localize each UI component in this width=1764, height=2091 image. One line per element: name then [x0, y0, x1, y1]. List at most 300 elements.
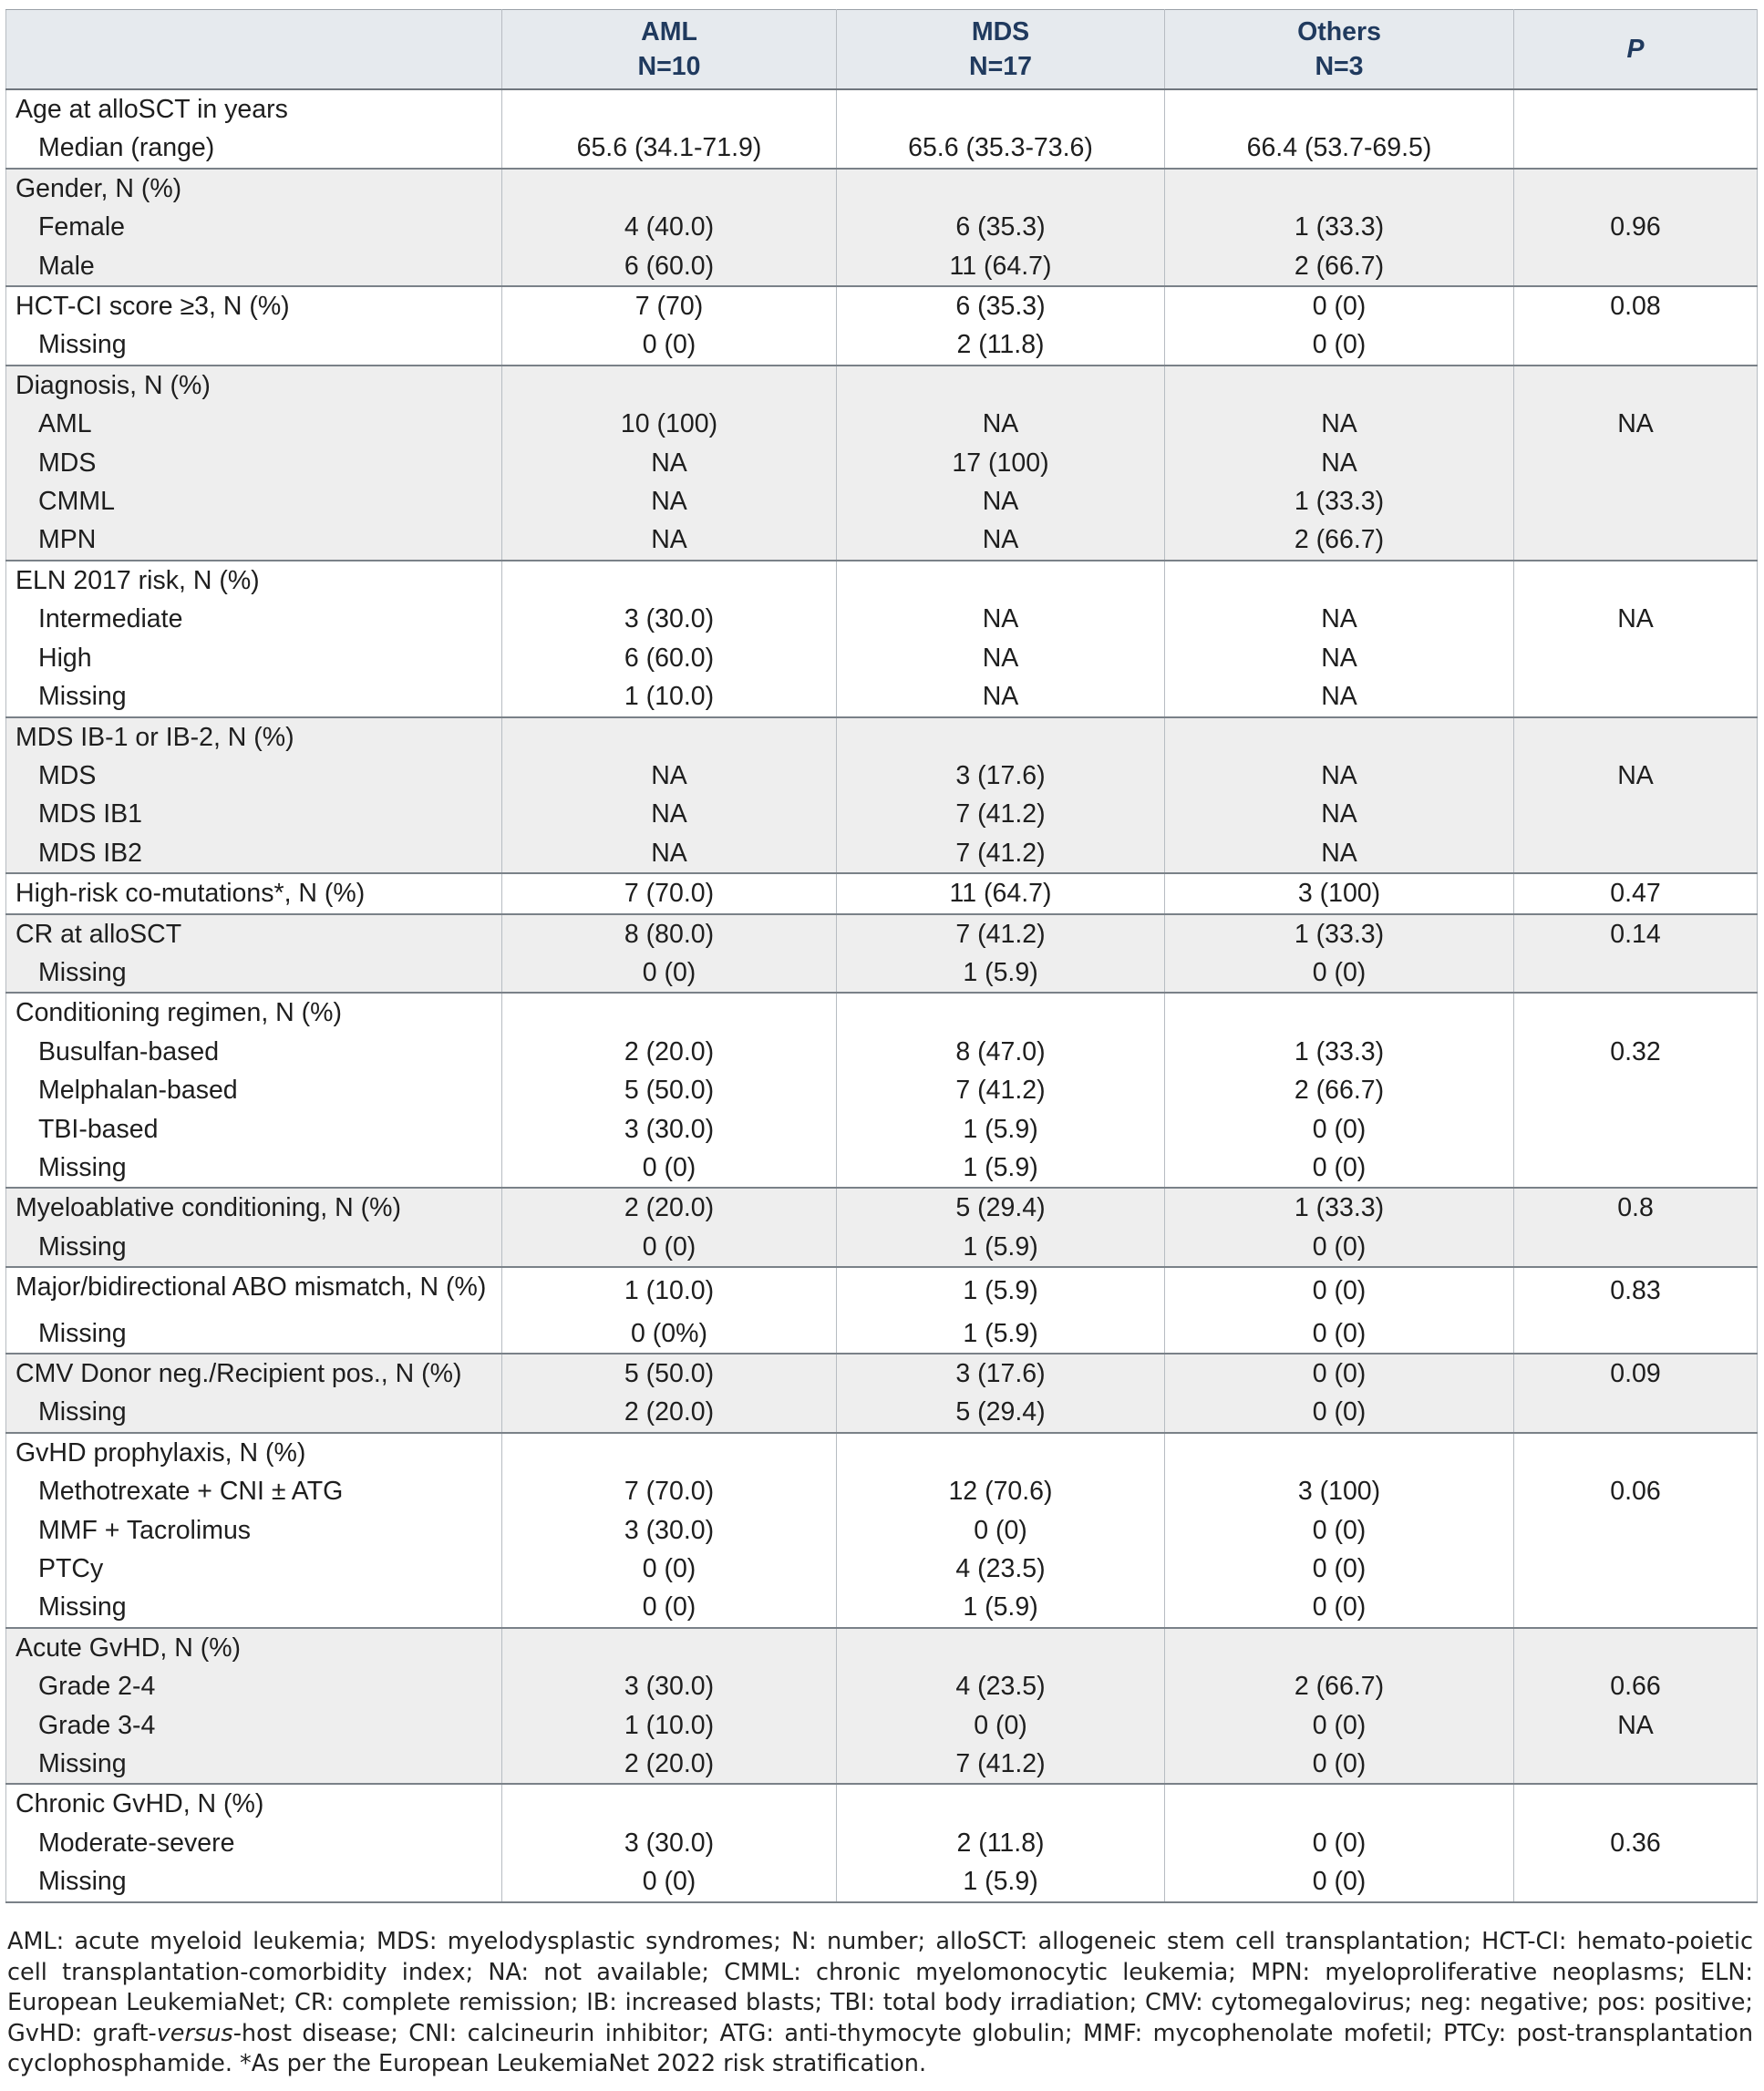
cell-aml: [502, 1628, 837, 1667]
cell-mds: 5 (29.4): [837, 1393, 1165, 1432]
cell-aml: 5 (50.0): [502, 1354, 837, 1393]
cell-mds: 12 (70.6): [837, 1472, 1165, 1510]
cell-others: NA: [1165, 600, 1514, 638]
cell-others: 3 (100): [1165, 873, 1514, 913]
cell-mds: NA: [837, 405, 1165, 443]
cell-aml: 5 (50.0): [502, 1071, 837, 1109]
cell-others: [1165, 717, 1514, 757]
cell-aml: 0 (0%): [502, 1314, 837, 1354]
cell-p-value: [1514, 1745, 1758, 1784]
table-row: [6, 286, 1758, 325]
cell-mds: 1 (5.9): [837, 1588, 1165, 1627]
cell-mds: 7 (41.2): [837, 795, 1165, 833]
cell-aml: 1 (10.0): [502, 677, 837, 716]
cell-p-value: [1514, 561, 1758, 600]
cell-others: 0 (0): [1165, 1110, 1514, 1149]
table-row: [6, 1071, 1758, 1109]
row-label: TBI-based: [6, 1110, 502, 1149]
cell-mds: 1 (5.9): [837, 1228, 1165, 1267]
cell-p-value: 0.47: [1514, 873, 1758, 913]
row-label: CMML: [6, 482, 502, 520]
row-label: Missing: [6, 325, 502, 365]
table-row: [6, 561, 1758, 600]
table-row: [6, 639, 1758, 677]
cell-aml: 0 (0): [502, 1149, 837, 1188]
cell-mds: [837, 1433, 1165, 1472]
row-group: [6, 561, 1758, 717]
table-row: [6, 757, 1758, 795]
cell-p-value: NA: [1514, 757, 1758, 795]
cell-p-value: [1514, 1071, 1758, 1109]
cell-others: 2 (66.7): [1165, 520, 1514, 560]
table-row: [6, 1433, 1758, 1472]
cell-p-value: [1514, 993, 1758, 1032]
row-group: [6, 1188, 1758, 1267]
cell-others: 0 (0): [1165, 1149, 1514, 1188]
cell-p-value: [1514, 169, 1758, 208]
row-label: Missing: [6, 953, 502, 993]
row-label: Age at alloSCT in years: [6, 89, 502, 129]
cell-mds: [837, 561, 1165, 600]
cell-p-value: 0.96: [1514, 208, 1758, 246]
row-group: [6, 1628, 1758, 1785]
table-row: [6, 1110, 1758, 1149]
header-aml-title: AML: [641, 17, 697, 46]
cell-others: 0 (0): [1165, 325, 1514, 365]
cell-mds: [837, 169, 1165, 208]
cell-p-value: [1514, 1228, 1758, 1267]
cell-mds: 65.6 (35.3-73.6): [837, 129, 1165, 168]
table-row: [6, 677, 1758, 716]
cell-mds: 7 (41.2): [837, 914, 1165, 953]
cell-p-value: [1514, 717, 1758, 757]
cell-others: 0 (0): [1165, 1511, 1514, 1550]
cell-aml: [502, 169, 837, 208]
row-label: AML: [6, 405, 502, 443]
cell-p-value: [1514, 366, 1758, 405]
table-row: [6, 405, 1758, 443]
table-row: [6, 1393, 1758, 1432]
row-group: [6, 873, 1758, 913]
row-label: GvHD prophylaxis, N (%): [6, 1433, 502, 1472]
row-label: Missing: [6, 1149, 502, 1188]
table-row: [6, 1550, 1758, 1588]
cell-mds: [837, 366, 1165, 405]
cell-p-value: [1514, 1784, 1758, 1823]
row-label: Grade 2-4: [6, 1667, 502, 1705]
cell-mds: 11 (64.7): [837, 873, 1165, 913]
cell-aml: [502, 1784, 837, 1823]
row-group: [6, 1354, 1758, 1433]
cell-aml: [502, 561, 837, 600]
cell-others: 0 (0): [1165, 953, 1514, 993]
cell-mds: 5 (29.4): [837, 1188, 1165, 1227]
cell-p-value: 0.08: [1514, 286, 1758, 325]
cell-p-value: [1514, 1588, 1758, 1627]
cell-aml: 3 (30.0): [502, 1667, 837, 1705]
cell-p-value: 0.09: [1514, 1354, 1758, 1393]
row-label: Busulfan-based: [6, 1033, 502, 1071]
header-others-title: Others: [1297, 17, 1381, 46]
row-group: [6, 993, 1758, 1188]
row-label: Intermediate: [6, 600, 502, 638]
cell-p-value: [1514, 444, 1758, 482]
row-label: Male: [6, 247, 502, 286]
cell-aml: 8 (80.0): [502, 914, 837, 953]
cell-p-value: 0.14: [1514, 914, 1758, 953]
cell-mds: 7 (41.2): [837, 834, 1165, 873]
cell-others: NA: [1165, 444, 1514, 482]
cell-aml: 7 (70): [502, 286, 837, 325]
cell-aml: NA: [502, 520, 837, 560]
table-row: [6, 600, 1758, 638]
table-container: [5, 9, 1757, 1903]
cell-others: NA: [1165, 795, 1514, 833]
table-row: [6, 1033, 1758, 1071]
header-mds: [837, 10, 1165, 90]
row-label: Methotrexate + CNI ± ATG: [6, 1472, 502, 1510]
cell-aml: 4 (40.0): [502, 208, 837, 246]
cell-aml: 7 (70.0): [502, 873, 837, 913]
table-row: [6, 325, 1758, 365]
row-label: MDS IB2: [6, 834, 502, 873]
cell-mds: 1 (5.9): [837, 1110, 1165, 1149]
cell-aml: 2 (20.0): [502, 1188, 837, 1227]
table-row: [6, 834, 1758, 873]
cell-others: [1165, 169, 1514, 208]
row-label: Missing: [6, 1314, 502, 1354]
header-others: [1165, 10, 1514, 90]
cell-aml: 2 (20.0): [502, 1745, 837, 1784]
cell-aml: 3 (30.0): [502, 1824, 837, 1862]
cell-aml: [502, 717, 837, 757]
cell-p-value: 0.83: [1514, 1267, 1758, 1313]
cell-mds: NA: [837, 520, 1165, 560]
cell-others: 0 (0): [1165, 1393, 1514, 1432]
cell-p-value: 0.32: [1514, 1033, 1758, 1071]
cell-others: [1165, 89, 1514, 129]
row-label: MDS: [6, 444, 502, 482]
cell-aml: 3 (30.0): [502, 1110, 837, 1149]
row-label: Missing: [6, 1588, 502, 1627]
table-row: [6, 873, 1758, 913]
row-label: CR at alloSCT: [6, 914, 502, 953]
table-row: [6, 914, 1758, 953]
cell-others: 0 (0): [1165, 1228, 1514, 1267]
table-header: [6, 10, 1758, 90]
cell-mds: [837, 89, 1165, 129]
cell-p-value: [1514, 1149, 1758, 1188]
cell-mds: 1 (5.9): [837, 1267, 1165, 1313]
cell-p-value: [1514, 89, 1758, 129]
cell-p-value: [1514, 834, 1758, 873]
cell-mds: [837, 1628, 1165, 1667]
cell-mds: 0 (0): [837, 1511, 1165, 1550]
cell-aml: 1 (10.0): [502, 1267, 837, 1313]
header-others-n: N=3: [1315, 52, 1364, 81]
cell-p-value: 0.06: [1514, 1472, 1758, 1510]
cell-others: NA: [1165, 834, 1514, 873]
cell-p-value: [1514, 1433, 1758, 1472]
cell-others: 0 (0): [1165, 1862, 1514, 1901]
cell-aml: [502, 993, 837, 1032]
table-row: [6, 208, 1758, 246]
cell-p-value: [1514, 1862, 1758, 1901]
cell-aml: [502, 366, 837, 405]
cell-others: NA: [1165, 677, 1514, 716]
row-label: CMV Donor neg./Recipient pos., N (%): [6, 1354, 502, 1393]
cell-mds: 1 (5.9): [837, 953, 1165, 993]
cell-mds: 6 (35.3): [837, 208, 1165, 246]
cell-p-value: 0.36: [1514, 1824, 1758, 1862]
row-group: [6, 89, 1758, 169]
cell-others: 1 (33.3): [1165, 1188, 1514, 1227]
row-label: MDS IB-1 or IB-2, N (%): [6, 717, 502, 757]
table-row: [6, 1314, 1758, 1354]
cell-p-value: NA: [1514, 600, 1758, 638]
cell-aml: NA: [502, 444, 837, 482]
row-label: High-risk co-mutations*, N (%): [6, 873, 502, 913]
table-row: [6, 1628, 1758, 1667]
cell-others: NA: [1165, 405, 1514, 443]
row-label: Moderate-severe: [6, 1824, 502, 1862]
cell-aml: 65.6 (34.1-71.9): [502, 129, 837, 168]
cell-mds: 7 (41.2): [837, 1745, 1165, 1784]
table-row: [6, 1267, 1758, 1313]
cell-others: 0 (0): [1165, 1267, 1514, 1313]
cell-mds: 1 (5.9): [837, 1314, 1165, 1354]
cell-p-value: [1514, 129, 1758, 168]
cell-aml: 3 (30.0): [502, 600, 837, 638]
footnote-italic: versus: [156, 2019, 233, 2047]
cell-mds: 11 (64.7): [837, 247, 1165, 286]
row-label: Conditioning regimen, N (%): [6, 993, 502, 1032]
table-row: [6, 953, 1758, 993]
table-row: [6, 89, 1758, 129]
table-row: [6, 1588, 1758, 1627]
cell-others: 0 (0): [1165, 1824, 1514, 1862]
row-label: Gender, N (%): [6, 169, 502, 208]
cell-mds: 2 (11.8): [837, 1824, 1165, 1862]
cell-p-value: [1514, 520, 1758, 560]
cell-others: 0 (0): [1165, 1745, 1514, 1784]
cell-others: NA: [1165, 757, 1514, 795]
cell-aml: 2 (20.0): [502, 1033, 837, 1071]
cell-p-value: NA: [1514, 405, 1758, 443]
cell-p-value: NA: [1514, 1706, 1758, 1745]
cell-mds: 3 (17.6): [837, 1354, 1165, 1393]
cell-others: 0 (0): [1165, 286, 1514, 325]
cell-aml: 6 (60.0): [502, 247, 837, 286]
table-row: [6, 247, 1758, 286]
cell-aml: 3 (30.0): [502, 1511, 837, 1550]
cell-p-value: 0.66: [1514, 1667, 1758, 1705]
cell-mds: 1 (5.9): [837, 1862, 1165, 1901]
row-label: Acute GvHD, N (%): [6, 1628, 502, 1667]
cell-aml: 0 (0): [502, 1862, 837, 1901]
cell-others: [1165, 993, 1514, 1032]
header-mds-title: MDS: [971, 17, 1030, 46]
cell-mds: 1 (5.9): [837, 1149, 1165, 1188]
row-label: PTCy: [6, 1550, 502, 1588]
row-label: Median (range): [6, 129, 502, 168]
cell-aml: 0 (0): [502, 325, 837, 365]
cell-p-value: [1514, 1550, 1758, 1588]
header-label-column: [6, 10, 502, 90]
cell-others: 0 (0): [1165, 1354, 1514, 1393]
row-group: [6, 1433, 1758, 1628]
cell-others: [1165, 1628, 1514, 1667]
row-label: Missing: [6, 1862, 502, 1901]
cell-aml: 0 (0): [502, 953, 837, 993]
cell-p-value: [1514, 1511, 1758, 1550]
cell-mds: [837, 993, 1165, 1032]
table-row: [6, 1149, 1758, 1188]
cell-others: [1165, 1433, 1514, 1472]
cell-mds: 0 (0): [837, 1706, 1165, 1745]
row-label: Missing: [6, 1228, 502, 1267]
table-row: [6, 1824, 1758, 1862]
cell-others: NA: [1165, 639, 1514, 677]
table-row: [6, 520, 1758, 560]
row-label: Female: [6, 208, 502, 246]
cell-mds: [837, 1784, 1165, 1823]
header-aml-n: N=10: [637, 52, 701, 81]
cell-mds: 6 (35.3): [837, 286, 1165, 325]
cell-others: 1 (33.3): [1165, 208, 1514, 246]
cell-aml: 1 (10.0): [502, 1706, 837, 1745]
cell-others: 0 (0): [1165, 1588, 1514, 1627]
cell-others: 1 (33.3): [1165, 914, 1514, 953]
table-row: [6, 482, 1758, 520]
cell-p-value: [1514, 677, 1758, 716]
header-p-value: P: [1514, 10, 1758, 90]
cell-p-value: [1514, 325, 1758, 365]
cell-others: [1165, 366, 1514, 405]
row-label: ELN 2017 risk, N (%): [6, 561, 502, 600]
footnote-part1: AML: acute myeloid leukemia; MDS: myelodysplastic syndromes; N: number; alloSCT: allogeneic stem cell transplantation; HCT-CI: hemato-poietic cell transplantation-comorbidity index; NA: not available; CMML: chronic myelomonocytic leukemia; MPN: myeloproliferative neoplasms; ELN: European LeukemiaNet; CR: complete remission; IB: increased blasts; TBI: total body irradiation; CMV: cytomegalovirus; neg: negative; pos: positive; GvHD: graft-: [7, 1928, 1753, 2047]
cell-mds: 17 (100): [837, 444, 1165, 482]
row-group: [6, 1267, 1758, 1354]
row-group: [6, 169, 1758, 286]
cell-mds: 2 (11.8): [837, 325, 1165, 365]
cell-others: 2 (66.7): [1165, 1667, 1514, 1705]
row-label: MDS: [6, 757, 502, 795]
row-label: MMF + Tacrolimus: [6, 1511, 502, 1550]
cell-mds: NA: [837, 639, 1165, 677]
row-label: Missing: [6, 1745, 502, 1784]
cell-others: 2 (66.7): [1165, 1071, 1514, 1109]
cell-others: 1 (33.3): [1165, 482, 1514, 520]
table-row: [6, 1862, 1758, 1901]
cell-p-value: [1514, 953, 1758, 993]
cell-mds: 4 (23.5): [837, 1667, 1165, 1705]
cell-p-value: [1514, 795, 1758, 833]
row-label: Chronic GvHD, N (%): [6, 1784, 502, 1823]
row-label: Major/bidirectional ABO mismatch, N (%): [6, 1267, 502, 1313]
row-group: [6, 286, 1758, 366]
cell-p-value: [1514, 482, 1758, 520]
row-label: MPN: [6, 520, 502, 560]
table-row: [6, 1188, 1758, 1227]
cell-aml: 6 (60.0): [502, 639, 837, 677]
table-row: [6, 1784, 1758, 1823]
row-label: Grade 3-4: [6, 1706, 502, 1745]
table-row: [6, 129, 1758, 168]
cell-others: 1 (33.3): [1165, 1033, 1514, 1071]
table-row: [6, 795, 1758, 833]
patient-characteristics-table: [5, 9, 1758, 1903]
cell-mds: NA: [837, 677, 1165, 716]
header-mds-n: N=17: [969, 52, 1032, 81]
cell-p-value: [1514, 1628, 1758, 1667]
cell-aml: NA: [502, 795, 837, 833]
row-label: Melphalan-based: [6, 1071, 502, 1109]
cell-mds: NA: [837, 482, 1165, 520]
cell-p-value: [1514, 1393, 1758, 1432]
table-row: [6, 1667, 1758, 1705]
row-label: Missing: [6, 677, 502, 716]
table-row: [6, 717, 1758, 757]
cell-p-value: [1514, 1314, 1758, 1354]
cell-mds: 8 (47.0): [837, 1033, 1165, 1071]
cell-others: 66.4 (53.7-69.5): [1165, 129, 1514, 168]
cell-others: [1165, 1784, 1514, 1823]
row-group: [6, 1784, 1758, 1901]
cell-aml: 10 (100): [502, 405, 837, 443]
cell-mds: 3 (17.6): [837, 757, 1165, 795]
footnote-part2: -host disease; CNI: calcineurin inhibitor; ATG: anti-thymocyte globulin; MMF: mycophenolate mofetil; PTCy: post-transplantation cyclophosphamide. *As per the European LeukemiaNet 2022 risk stratification.: [7, 2019, 1754, 2077]
cell-aml: 7 (70.0): [502, 1472, 837, 1510]
table-footnote: [7, 1927, 1753, 2080]
cell-p-value: [1514, 1110, 1758, 1149]
cell-aml: NA: [502, 834, 837, 873]
table-row: [6, 1354, 1758, 1393]
row-label: HCT-CI score ≥3, N (%): [6, 286, 502, 325]
cell-aml: NA: [502, 482, 837, 520]
cell-others: 3 (100): [1165, 1472, 1514, 1510]
cell-mds: 7 (41.2): [837, 1071, 1165, 1109]
cell-p-value: [1514, 247, 1758, 286]
cell-aml: NA: [502, 757, 837, 795]
cell-mds: 4 (23.5): [837, 1550, 1165, 1588]
table-row: [6, 1706, 1758, 1745]
cell-mds: NA: [837, 600, 1165, 638]
cell-aml: [502, 89, 837, 129]
table-row: [6, 1472, 1758, 1510]
cell-aml: [502, 1433, 837, 1472]
table-row: [6, 169, 1758, 208]
row-label: High: [6, 639, 502, 677]
row-label: Diagnosis, N (%): [6, 366, 502, 405]
cell-aml: 0 (0): [502, 1588, 837, 1627]
cell-mds: [837, 717, 1165, 757]
header-row: [6, 10, 1758, 90]
table-row: [6, 1745, 1758, 1784]
table-row: [6, 366, 1758, 405]
table-row: [6, 444, 1758, 482]
cell-others: 2 (66.7): [1165, 247, 1514, 286]
cell-aml: 0 (0): [502, 1228, 837, 1267]
cell-aml: 2 (20.0): [502, 1393, 837, 1432]
header-aml: [502, 10, 837, 90]
table-row: [6, 993, 1758, 1032]
cell-p-value: 0.8: [1514, 1188, 1758, 1227]
table-row: [6, 1511, 1758, 1550]
table-row: [6, 1228, 1758, 1267]
cell-others: 0 (0): [1165, 1706, 1514, 1745]
row-group: [6, 914, 1758, 994]
